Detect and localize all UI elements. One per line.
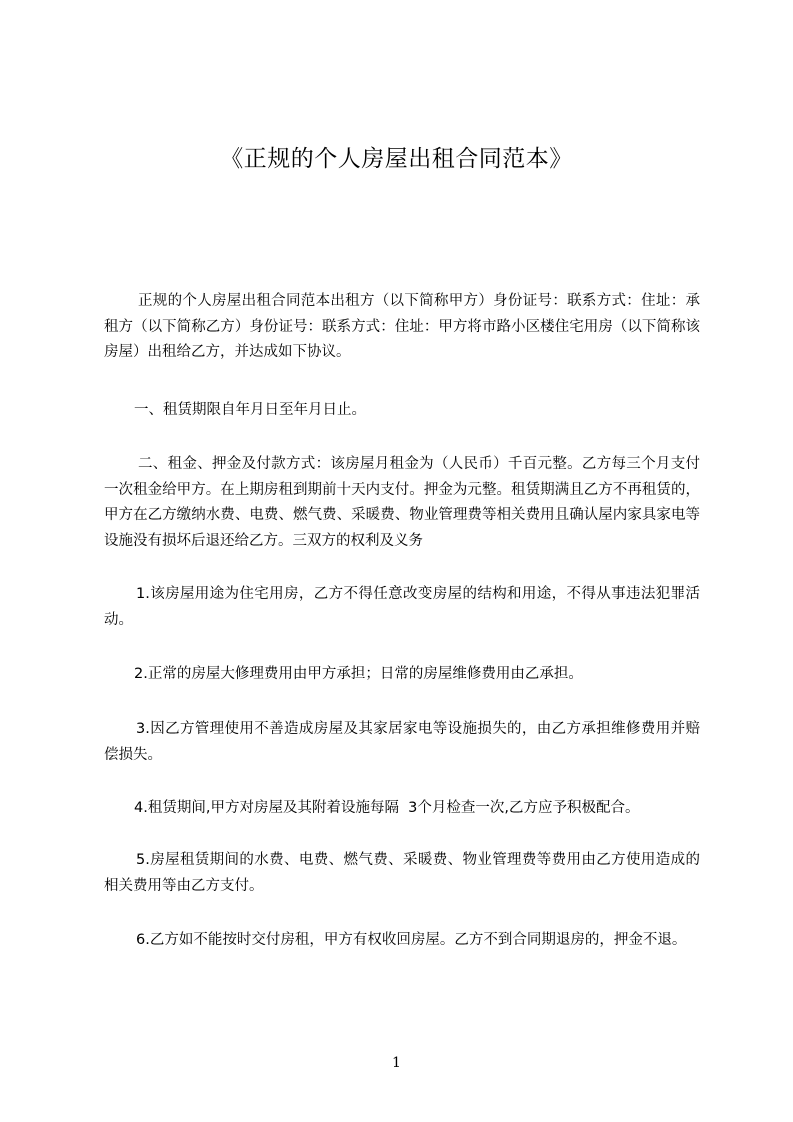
paragraph-item-4: 4.租赁期间,甲方对房屋及其附着设施每隔 3个月检查一次,乙方应予积极配合。 xyxy=(134,800,640,816)
paragraph-item-2: 2.正常的房屋大修理费用由甲方承担；日常的房屋维修费用由乙承担。 xyxy=(134,666,583,682)
document-title: 《正规的个人房屋出租合同范本》 xyxy=(220,146,573,172)
paragraph-item-5: 5.房屋租赁期间的水费、电费、燃气费、采暖费、物业管理费等费用由乙方使用造成的相关费用等由乙方支付。 xyxy=(104,852,700,894)
paragraph-lease-term: 一、租赁期限自年月日至年月日止。 xyxy=(134,402,366,418)
page-number: 1 xyxy=(392,1055,401,1071)
paragraph-intro: 正规的个人房屋出租合同范本出租方（以下简称甲方）身份证号：联系方式：住址：承租方（以下简称乙方）身份证号：联系方式：住址：甲方将市路小区楼住宅用房（以下简称该房屋）出租给乙方，并达成如下协议。 xyxy=(104,293,700,360)
paragraph-item-1: 1.该房屋用途为住宅用房，乙方不得任意改变房屋的结构和用途，不得从事违法犯罪活动。 xyxy=(104,586,700,628)
paragraph-item-3: 3.因乙方管理使用不善造成房屋及其家居家电等设施损失的，由乙方承担维修费用并赔偿损失。 xyxy=(104,721,700,763)
paragraph-rent: 二、租金、押金及付款方式：该房屋月租金为（人民币）千百元整。乙方每三个月支付一次租金给甲方。在上期房租到期前十天内支付。押金为元整。租赁期满且乙方不再租赁的，甲方在乙方缴纳水费、电费、燃气费、采暖费、物业管理费等相关费用且确认屋内家具家电等设施没有损坏后退还给乙方。三双方的权利及义务 xyxy=(104,456,700,549)
paragraph-item-6: 6.乙方如不能按时交付房租，甲方有权收回房屋。乙方不到合同期退房的，押金不退。 xyxy=(136,932,687,948)
